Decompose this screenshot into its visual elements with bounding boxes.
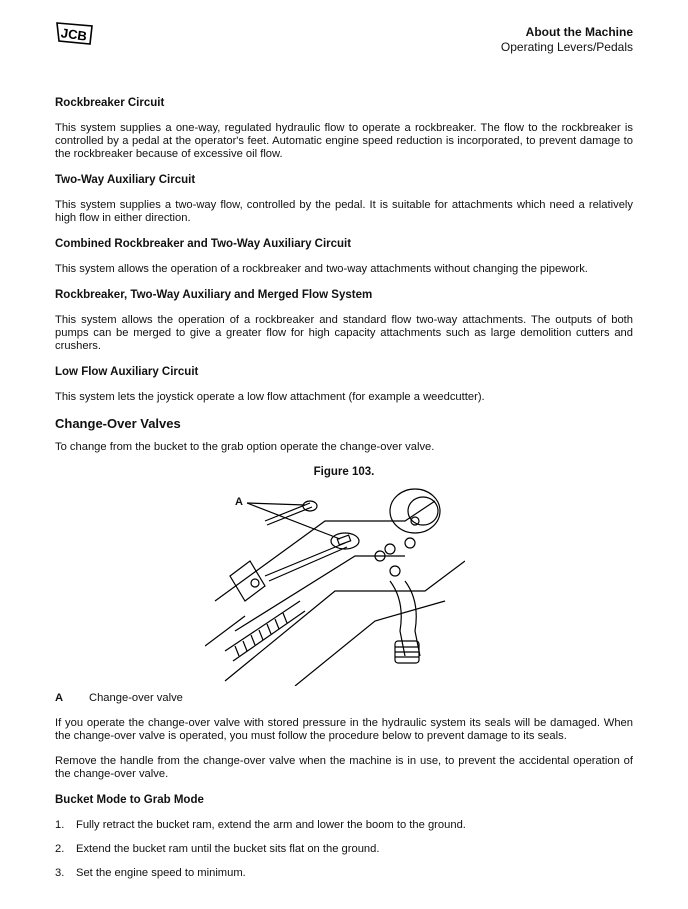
section-text: This system allows the operation of a rockbreaker and standard flow two-way attachments. The outputs of both pumps can be merged to give a greater flow for high capacity attachments such as large demolition cutters and crushers. <box>55 314 633 352</box>
valve-illustration <box>205 481 465 686</box>
changeover-warning: If you operate the change-over valve with stored pressure in the hydraulic system its seals will be damaged. When the change-over valve is operated, you must follow the procedure below to prevent damage to its seals. <box>55 717 633 742</box>
section-heading: Combined Rockbreaker and Two-Way Auxiliary Circuit <box>55 238 352 250</box>
procedure-steps <box>55 819 633 880</box>
section-heading: Rockbreaker Circuit <box>55 97 165 109</box>
section-text: This system supplies a one-way, regulated hydraulic flow to operate a rockbreaker. The flow to the rockbreaker is controlled by a pedal at the operator's feet. Automatic engine speed reduction is incorporated, to prevent damage to the rockbreaker because of excessive oil flow. <box>55 122 633 160</box>
step-text: Extend the bucket ram until the bucket sits flat on the ground. <box>76 843 380 855</box>
changeover-handle-note: Remove the handle from the change-over valve when the machine is in use, to prevent the accidental operation of the change-over valve. <box>55 755 633 780</box>
svg-text:JCB: JCB <box>60 25 88 44</box>
changeover-heading: Change-Over Valves <box>55 416 181 431</box>
section-text: This system supplies a two-way flow, controlled by the pedal. It is suitable for attachments which need a relatively high flow in either direction. <box>55 199 633 224</box>
section-heading: Two-Way Auxiliary Circuit <box>55 174 196 186</box>
step-number: 3. <box>55 867 65 879</box>
header-subsection-title: Operating Levers/Pedals <box>500 40 633 54</box>
header-section-title: About the Machine <box>525 25 633 39</box>
procedure-step <box>55 867 633 880</box>
procedure-step <box>55 843 633 856</box>
figure-changeover-valve <box>55 481 633 686</box>
jcb-logo <box>54 20 96 46</box>
section-combined <box>55 237 633 276</box>
step-text: Fully retract the bucket ram, extend the arm and lower the boom to the ground. <box>76 819 466 831</box>
procedure-heading: Bucket Mode to Grab Mode <box>55 794 204 806</box>
changeover-intro: To change from the bucket to the grab option operate the change-over valve. <box>55 441 435 453</box>
section-text: This system lets the joystick operate a low flow attachment (for example a weedcutter). <box>55 391 485 403</box>
figure-callout-a: A <box>235 496 243 508</box>
section-low-flow <box>55 365 633 404</box>
step-text: Set the engine speed to minimum. <box>76 867 246 879</box>
section-merged-flow <box>55 288 633 353</box>
figure-title: Figure 103. <box>313 466 375 478</box>
page-header <box>501 25 633 55</box>
section-text: This system allows the operation of a rockbreaker and two-way attachments without changing the pipework. <box>55 263 588 275</box>
step-number: 1. <box>55 819 65 831</box>
procedure-step <box>55 819 633 832</box>
section-two-way-auxiliary <box>55 173 633 225</box>
legend-label: Change-over valve <box>89 692 183 704</box>
section-heading: Low Flow Auxiliary Circuit <box>55 366 199 378</box>
page-content <box>55 96 633 891</box>
section-heading: Rockbreaker, Two-Way Auxiliary and Merged Flow System <box>55 289 373 301</box>
legend-key: A <box>55 692 64 704</box>
section-rockbreaker <box>55 96 633 161</box>
figure-legend <box>55 692 633 705</box>
step-number: 2. <box>55 843 65 855</box>
